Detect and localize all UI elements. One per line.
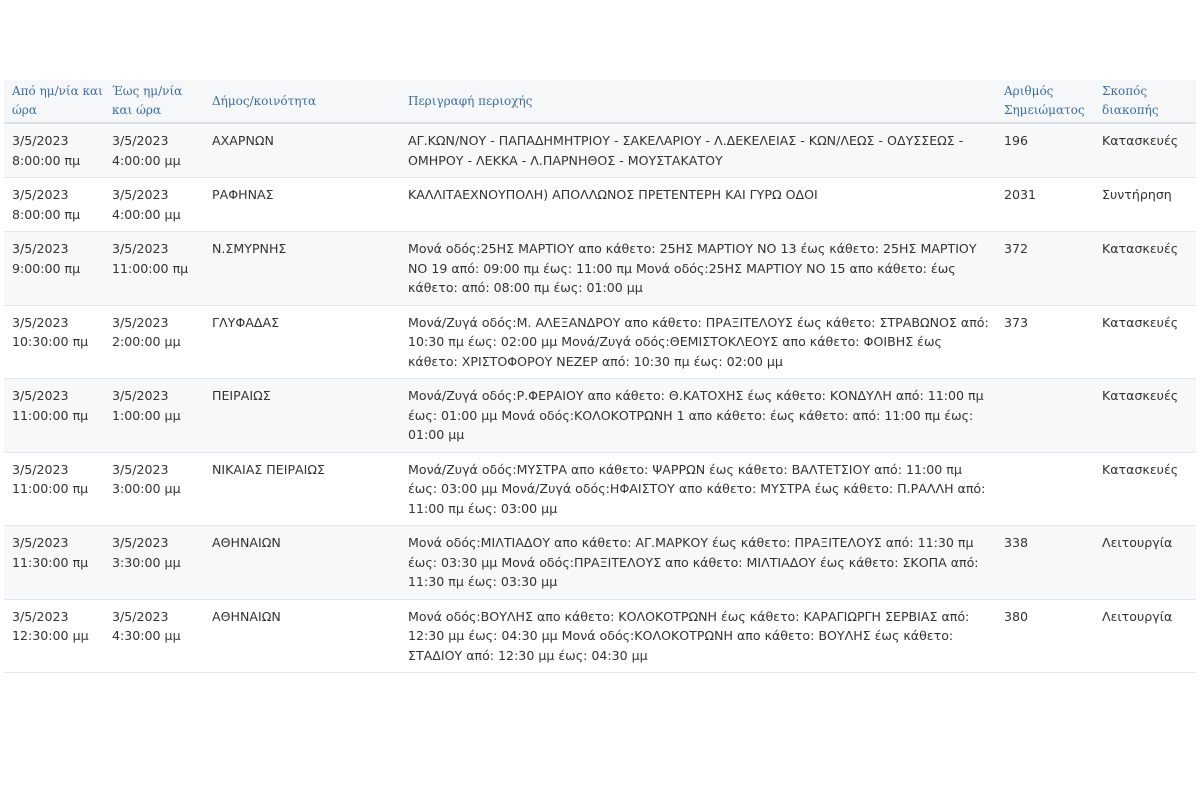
cell-from: 3/5/2023 9:00:00 πμ: [4, 232, 104, 306]
cell-purpose: Κατασκευές: [1094, 305, 1196, 379]
cell-municipality: ΑΘΗΝΑΙΩΝ: [204, 526, 400, 600]
cell-description: Μονά οδός:ΜΙΛΤΙΑΔΟΥ απο κάθετο: ΑΓ.ΜΑΡΚΟΥ έως κάθετο: ΠΡΑΞΙΤΕΛΟΥΣ από: 11:30 πμ έως: 03:30 μμ Μονά οδός:ΠΡΑΞΙΤΕΛΟΥΣ απο κάθετο: ΜΙΛΤΙΑΔΟΥ έως κάθετο: ΣΚΟΠΑ από: 11:30 πμ έως: 03:30 μμ: [400, 526, 996, 600]
cell-municipality: ΑΧΑΡΝΩΝ: [204, 123, 400, 178]
cell-from: 3/5/2023 11:00:00 πμ: [4, 379, 104, 453]
cell-municipality: Ν.ΣΜΥΡΝΗΣ: [204, 232, 400, 306]
cell-to: 3/5/2023 3:00:00 μμ: [104, 452, 204, 526]
cell-municipality: ΑΘΗΝΑΙΩΝ: [204, 599, 400, 673]
cell-municipality: ΝΙΚΑΙΑΣ ΠΕΙΡΑΙΩΣ: [204, 452, 400, 526]
cell-description: Μονά οδός:25ΗΣ ΜΑΡΤΙΟΥ απο κάθετο: 25ΗΣ ΜΑΡΤΙΟΥ ΝΟ 13 έως κάθετο: 25ΗΣ ΜΑΡΤΙΟΥ ΝΟ 19 από: 09:00 πμ έως: 11:00 πμ Μονά οδός:25ΗΣ ΜΑΡΤΙΟΥ ΝΟ 15 απο κάθετο: έως κάθετο: από: 08:00 πμ έως: 01:00 μμ: [400, 232, 996, 306]
cell-description: Μονά οδός:ΒΟΥΛΗΣ απο κάθετο: ΚΟΛΟΚΟΤΡΩΝΗ έως κάθετο: ΚΑΡΑΓΙΩΡΓΗ ΣΕΡΒΙΑΣ από: 12:30 μμ έως: 04:30 μμ Μονά οδός:ΚΟΛΟΚΟΤΡΩΝΗ απο κάθετο: ΒΟΥΛΗΣ έως κάθετο: ΣΤΑΔΙΟΥ από: 12:30 μμ έως: 04:30 μμ: [400, 599, 996, 673]
cell-note-number: 380: [996, 599, 1094, 673]
cell-to: 3/5/2023 11:00:00 πμ: [104, 232, 204, 306]
outages-table: [4, 80, 1196, 673]
cell-note-number: [996, 379, 1094, 453]
table-row: [4, 123, 1196, 178]
table-row: [4, 232, 1196, 306]
header-to[interactable]: Έως ημ/νία και ώρα: [104, 80, 204, 123]
cell-description: Μονά/Ζυγά οδός:Ρ.ΦΕΡΑΙΟΥ απο κάθετο: Θ.ΚΑΤΟΧΗΣ έως κάθετο: ΚΟΝΔΥΛΗ από: 11:00 πμ έως: 01:00 μμ Μονά οδός:ΚΟΛΟΚΟΤΡΩΝΗ 1 απο κάθετο: έως κάθετο: από: 11:00 πμ έως: 01:00 μμ: [400, 379, 996, 453]
cell-from: 3/5/2023 11:00:00 πμ: [4, 452, 104, 526]
table-row: [4, 452, 1196, 526]
cell-to: 3/5/2023 3:30:00 μμ: [104, 526, 204, 600]
cell-purpose: Λειτουργία: [1094, 599, 1196, 673]
cell-municipality: ΓΛΥΦΑΔΑΣ: [204, 305, 400, 379]
cell-from: 3/5/2023 11:30:00 πμ: [4, 526, 104, 600]
header-from[interactable]: Από ημ/νία και ώρα: [4, 80, 104, 123]
cell-description: Μονά/Ζυγά οδός:ΜΥΣΤΡΑ απο κάθετο: ΨΑΡΡΩΝ έως κάθετο: ΒΑΛΤΕΤΣΙΟΥ από: 11:00 πμ έως: 03:00 μμ Μονά/Ζυγά οδός:ΗΦΑΙΣΤΟΥ απο κάθετο: ΜΥΣΤΡΑ έως κάθετο: Π.ΡΑΛΛΗ από: 11:00 πμ έως: 03:00 μμ: [400, 452, 996, 526]
cell-purpose: Λειτουργία: [1094, 526, 1196, 600]
cell-to: 3/5/2023 1:00:00 μμ: [104, 379, 204, 453]
table-row: [4, 599, 1196, 673]
table-row: [4, 526, 1196, 600]
cell-purpose: Κατασκευές: [1094, 232, 1196, 306]
cell-note-number: 372: [996, 232, 1094, 306]
cell-note-number: 338: [996, 526, 1094, 600]
cell-to: 3/5/2023 4:00:00 μμ: [104, 178, 204, 232]
header-municipality[interactable]: Δήμος/κοινότητα: [204, 80, 400, 123]
header-description[interactable]: Περιγραφή περιοχής: [400, 80, 996, 123]
table-header: [4, 80, 1196, 123]
cell-purpose: Συντήρηση: [1094, 178, 1196, 232]
cell-municipality: ΡΑΦΗΝΑΣ: [204, 178, 400, 232]
header-row: [4, 80, 1196, 123]
cell-purpose: Κατασκευές: [1094, 452, 1196, 526]
table-row: [4, 379, 1196, 453]
cell-note-number: 196: [996, 123, 1094, 178]
cell-note-number: 373: [996, 305, 1094, 379]
cell-municipality: ΠΕΙΡΑΙΩΣ: [204, 379, 400, 453]
cell-description: ΑΓ.ΚΩΝ/ΝΟΥ - ΠΑΠΑΔΗΜΗΤΡΙΟΥ - ΣΑΚΕΛΑΡΙΟΥ - Λ.ΔΕΚΕΛΕΙΑΣ - ΚΩΝ/ΛΕΩΣ - ΟΔΥΣΣΕΩΣ - ΟΜΗΡΟΥ - ΛΕΚΚΑ - Λ.ΠΑΡΝΗΘΟΣ - ΜΟΥΣΤΑΚΑΤΟΥ: [400, 123, 996, 178]
cell-purpose: Κατασκευές: [1094, 379, 1196, 453]
cell-purpose: Κατασκευές: [1094, 123, 1196, 178]
cell-to: 3/5/2023 4:30:00 μμ: [104, 599, 204, 673]
cell-note-number: 2031: [996, 178, 1094, 232]
cell-from: 3/5/2023 8:00:00 πμ: [4, 178, 104, 232]
table-row: [4, 178, 1196, 232]
cell-note-number: [996, 452, 1094, 526]
cell-to: 3/5/2023 4:00:00 μμ: [104, 123, 204, 178]
header-note-number[interactable]: Αριθμός Σημειώματος: [996, 80, 1094, 123]
header-purpose[interactable]: Σκοπός διακοπής: [1094, 80, 1196, 123]
cell-from: 3/5/2023 12:30:00 μμ: [4, 599, 104, 673]
table-body: [4, 123, 1196, 673]
table-row: [4, 305, 1196, 379]
cell-description: ΚΑΛΛΙΤΑΕΧΝΟΥΠΟΛΗ) ΑΠΟΛΛΩΝΟΣ ΠΡΕΤΕΝΤΕΡΗ ΚΑΙ ΓΥΡΩ ΟΔΟΙ: [400, 178, 996, 232]
cell-to: 3/5/2023 2:00:00 μμ: [104, 305, 204, 379]
cell-description: Μονά/Ζυγά οδός:Μ. ΑΛΕΞΑΝΔΡΟΥ απο κάθετο: ΠΡΑΞΙΤΕΛΟΥΣ έως κάθετο: ΣΤΡΑΒΩΝΟΣ από: 10:30 πμ έως: 02:00 μμ Μονά/Ζυγά οδός:ΘΕΜΙΣΤΟΚΛΕΟΥΣ απο κάθετο: ΦΟΙΒΗΣ έως κάθετο: ΧΡΙΣΤΟΦΟΡΟΥ ΝΕΖΕΡ από: 10:30 πμ έως: 02:00 μμ: [400, 305, 996, 379]
cell-from: 3/5/2023 8:00:00 πμ: [4, 123, 104, 178]
cell-from: 3/5/2023 10:30:00 πμ: [4, 305, 104, 379]
